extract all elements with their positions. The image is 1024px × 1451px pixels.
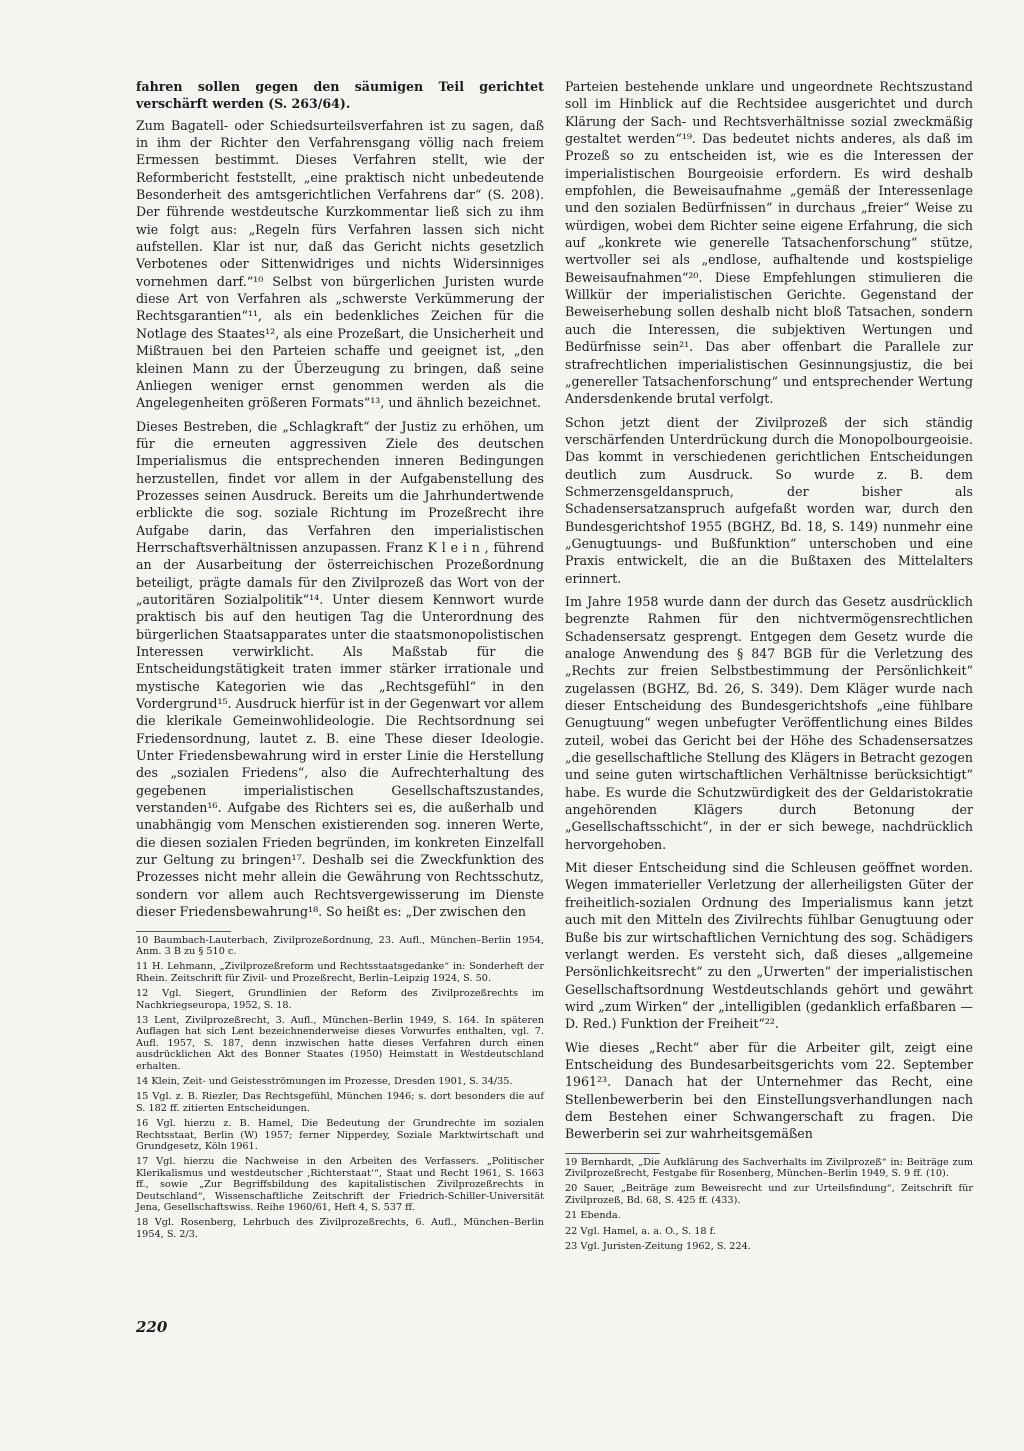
footnote-rule [136,931,231,932]
footnote: 23 Vgl. Juristen-Zeitung 1962, S. 224. [565,1241,751,1253]
footnote: 18 Vgl. Rosenberg, Lehrbuch des Zivilprozeßrechts, 6. Aufl., München–Berlin 1954, S. 2/3. [136,1217,544,1240]
paragraph: Zum Bagatell- oder Schiedsurteilsverfahren ist zu sagen, daß in ihm der Richter den Verfahrensgang völlig nach freiem Ermessen bestimmt. Dieses Verfahren stellt, wie der Reformbericht feststellt, „eine praktisch nicht unbedeutende Besonderheit des amtsgerichtlichen Verfahrens dar“ (S. 208). Der führende westdeutsche Kurzkommentar ließ sich zu ihm wie folgt aus: „Regeln fürs Verfahren lassen sich nicht aufstellen. Klar ist nur, daß das Gericht nichts gesetzlich Verbotenes oder Sittenwidriges und nichts Widersinniges vornehmen darf.“¹⁰ Selbst von bürgerlichen Juristen wurde diese Art von Verfahren als „schwerste Verkümmerung der Rechtsgarantien“¹¹, als ein bedenkliches Zeichen für die Notlage des Staates¹², als eine Prozeßart, die Unsicherheit und Mißtrauen bei den Parteien schaffe und geeignet ist, „den kleinen Mann zu der Überzeugung zu bringen, daß seine Anliegen weniger ernst genommen werden als die Angelegenheiten größeren Formats“¹³, und ähnlich bezeichnet. [136,117,544,411]
footnote: 10 Baumbach-Lauterbach, Zivilprozeßordnung, 23. Aufl., München–Berlin 1954, Anm. 3 B zu § 510 c. [136,934,544,957]
paragraph: Im Jahre 1958 wurde dann der durch das Gesetz ausdrücklich begrenzte Rahmen für den nichtvermögensrechtlichen Schadensersatz gesprengt. Entgegen dem Gesetz wurde die analoge Anwendung des § 847 BGB für die Verletzung des „Rechts zur freien Selbstbestimmung der Persönlichkeit“ zugelassen (BGHZ, Bd. 26, S. 349). Dem Kläger wurde nach dieser Entscheidung des Bundesgerichtshofs „eine fühlbare Genugtuung“ wegen unbefugter Veröffentlichung eines Bildes zuteil, wobei das Gericht bei der Höhe des Schadensersatzes „die gesellschaftliche Stellung des Klägers in Betracht gezogen und seine guten wirtschaftlichen Verhältnisse berücksichtigt“ habe. Es wurde die Schutzwürdigkeit des der Geldaristokratie angehörenden Klägers durch Betonung der „Gesellschaftsschicht“, in der er sich bewege, nachdrücklich hervorgehoben. [565,593,973,852]
footnotes-left [136,935,544,1241]
left-column [136,78,544,1244]
right-column [565,78,973,1256]
footnotes-right [565,1157,973,1253]
footnote-rule [565,1153,660,1154]
paragraph: Mit dieser Entscheidung sind die Schleusen geöffnet worden. Wegen immaterieller Verletzung der allerheiligsten Güter der freiheitlich-sozialen Ordnung des Imperialismus kann jetzt auch mit den Mitteln des Zivilrechts fühlbar Genugtuung oder Buße bis zur wirtschaftlichen Vernichtung des sog. Schädigers verlangt werden. Es versteht sich, daß dieses „allgemeine Persönlichkeitsrecht“ zu den „Urwerten“ der imperialistischen Gesellschaftsordnung Westdeutschlands gehört und gewährt wird „zum Wirken“ der „intelligiblen (gedanklich erfaßbaren — D. Red.) Funktion der Freiheit“²². [565,860,973,1032]
footnote: 19 Bernhardt, „Die Aufklärung des Sachverhalts im Zivilprozeß“ in: Beiträge zum Zivilprozeßrecht, Festgabe für Rosenberg, München–Berlin 1949, S. 9 ff. (10). [565,1156,973,1180]
footnote: 15 Vgl. z. B. Riezler, Das Rechtsgefühl, München 1946; s. dort besonders die auf S. 182 ff. zitierten Entscheidungen. [136,1091,544,1114]
footnote: 11 H. Lehmann, „Zivilprozeßreform und Rechtsstaatsgedanke“ in: Sonderheft der Rhein. Zeitschrift für Zivil- und Prozeßrecht, Berlin–Leipzig 1924, S. 50. [136,961,544,984]
footnote: 14 Klein, Zeit- und Geistesströmungen im Prozesse, Dresden 1901, S. 34/35. [136,1075,513,1087]
paragraph: fahren sollen gegen den säumigen Teil gerichtet verschärft werden (S. 263/64). [136,79,544,112]
footnote: 22 Vgl. Hamel, a. a. O., S. 18 f. [565,1225,716,1237]
paragraph: Dieses Bestreben, die „Schlagkraft“ der Justiz zu erhöhen, um für die erneuten aggressiven Ziele des deutschen Imperialismus die entsprechenden inneren Bedingungen herzustellen, findet vor allem in der Aufgabenstellung des Prozesses seinen Ausdruck. Bereits um die Jahrhundertwende erblickte die sog. soziale Richtung im Prozeßrecht ihre Aufgabe darin, das Verfahren den imperialistischen Herrschaftsverhältnissen anzupassen. Franz K l e i n , führend an der Ausarbeitung der österreichischen Prozeßordnung beteiligt, prägte damals für den Zivilprozeß das Wort von der „autoritären Sozialpolitik“¹⁴. Unter diesem Kennwort wurde praktisch bis auf den heutigen Tag die Unterordnung des bürgerlichen Staatsapparates unter die staatsmonopolistischen Interessen verwirklicht. Als Maßstab für die Entscheidungstätigkeit traten immer stärker irrationale und mystische Kategorien wie das „Rechtsgefühl“ in den Vordergrund¹⁵. Ausdruck hierfür ist in der Gegenwart vor allem die klerikale Gemeinwohlideologie. Die Rechtsordnung sei Friedensordnung, lautet z. B. eine These dieser Ideologie. Unter Friedensbewahrung wird in erster Linie die Herstellung des „sozialen Friedens“, also die Aufrechterhaltung des gegebenen imperialistischen Gesellschaftszustandes, verstanden¹⁶. Aufgabe des Richters sei es, die außerhalb und unabhängig vom Menschen existierenden sog. inneren Werte, die diesen sozialen Frieden begründen, im konkreten Einzelfall zur Geltung zu bringen¹⁷. Deshalb sei die Zweckfunktion des Prozesses nicht mehr allein die Gewährung von Rechtsschutz, sondern vor allem auch Rechtsvergewisserung im Dienste dieser Friedensbewahrung¹⁸. So heißt es: „Der zwischen den [136,418,544,920]
paragraph: Parteien bestehende unklare und ungeordnete Rechtszustand soll im Hinblick auf die Rechtsidee ausgerichtet und durch Klärung der Sach- und Rechtsverhältnisse sozial zweckmäßig gestaltet werden“¹⁹. Das bedeutet nichts anderes, als daß im Prozeß so zu entscheiden ist, wie es die Interessen der imperialistischen Bourgeoisie erfordern. Es wird deshalb empfohlen, die Beweisaufnahme „gemäß der Interessenlage und den sozialen Bedürfnissen“ in durchaus „freier“ Weise zu würdigen, wobei dem Richter seine eigene Erfahrung, die sich auf „konkrete wie generelle Tatsachenforschung“ stütze, wertvoller sei als „endlose, aufhaltende und kostspielige Beweisaufnahmen“²⁰. Diese Empfehlungen stimulieren die Willkür der imperialistischen Gerichte. Gegenstand der Beweiserhebung sollen deshalb nicht bloß Tatsachen, sondern auch die Interessen, die subjektiven Wertungen und Bedürfnisse sein²¹. Das aber offenbart die Parallele zur strafrechtlichen imperialistischen Gesinnungsjustiz, die bei „genereller Tatsachenforschung“ und entsprechender Wertung Andersdenkende brutal verfolgt. [565,79,973,407]
footnote: 12 Vgl. Siegert, Grundlinien der Reform des Zivilprozeßrechts im Nachkriegseuropa, 1952, S. 18. [136,988,544,1011]
paragraph: Wie dieses „Recht“ aber für die Arbeiter gilt, zeigt eine Entscheidung des Bundesarbeitsgerichts vom 22. September 1961²³. Danach hat der Unternehmer das Recht, eine Stellenbewerberin bei den Einstellungsverhandlungen nach dem Bestehen einer Schwangerschaft zu fragen. Die Bewerberin sei zur wahrheitsgemäßen [565,1039,973,1142]
paragraph: Schon jetzt dient der Zivilprozeß der sich ständig verschärfenden Unterdrückung durch die Monopolbourgeoisie. Das kommt in verschiedenen gerichtlichen Entscheidungen deutlich zum Ausdruck. So wurde z. B. dem Schmerzensgeldanspruch, der bisher als Schadensersatzanspruch aufgefaßt worden war, durch den Bundesgerichtshof 1955 (BGHZ, Bd. 18, S. 149) nunmehr eine „Genugtuungs- und Bußfunktion“ unterschoben und eine Praxis entwickelt, die an die Bußtaxen des Mittelalters erinnert. [565,414,973,586]
footnote: 20 Sauer, „Beiträge zum Beweisrecht und zur Urteilsfindung“, Zeitschrift für Zivilprozeß, Bd. 68, S. 425 ff. (433). [565,1183,973,1206]
footnote: 17 Vgl. hierzu die Nachweise in den Arbeiten des Verfassers. „Politischer Klerikalismus und westdeutscher ‚Richterstaat‘“, Staat und Recht 1961, S. 1663 ff., sowie „Zur Begriffsbildung des kapitalistischen Zivilprozeßrechts in Deutschland“, Wissenschaftliche Zeitschrift der Friedrich-Schiller-Universität Jena, Gesellschaftswiss. Reihe 1960/61, Heft 4, S. 537 ff. [136,1156,544,1214]
page-number: 220 [136,1318,168,1336]
footnote: 16 Vgl. hierzu z. B. Hamel, Die Bedeutung der Grundrechte im sozialen Rechtsstaat, Berlin (W) 1957; ferner Nipperdey, Soziale Marktwirtschaft und Grundgesetz, Köln 1961. [136,1118,544,1152]
footnote: 13 Lent, Zivilprozeßrecht, 3. Aufl., München–Berlin 1949, S. 164. In späteren Auflagen hat sich Lent bezeichnenderweise dieses Vorwurfes enthalten, vgl. 7. Aufl. 1957, S. 187, denn inzwischen hatte dieses Verfahren durch einen ausdrücklichen Akt des Bonner Staates (1950) Heimstatt in Westdeutschland erhalten. [136,1014,544,1072]
footnote: 21 Ebenda. [565,1210,621,1222]
